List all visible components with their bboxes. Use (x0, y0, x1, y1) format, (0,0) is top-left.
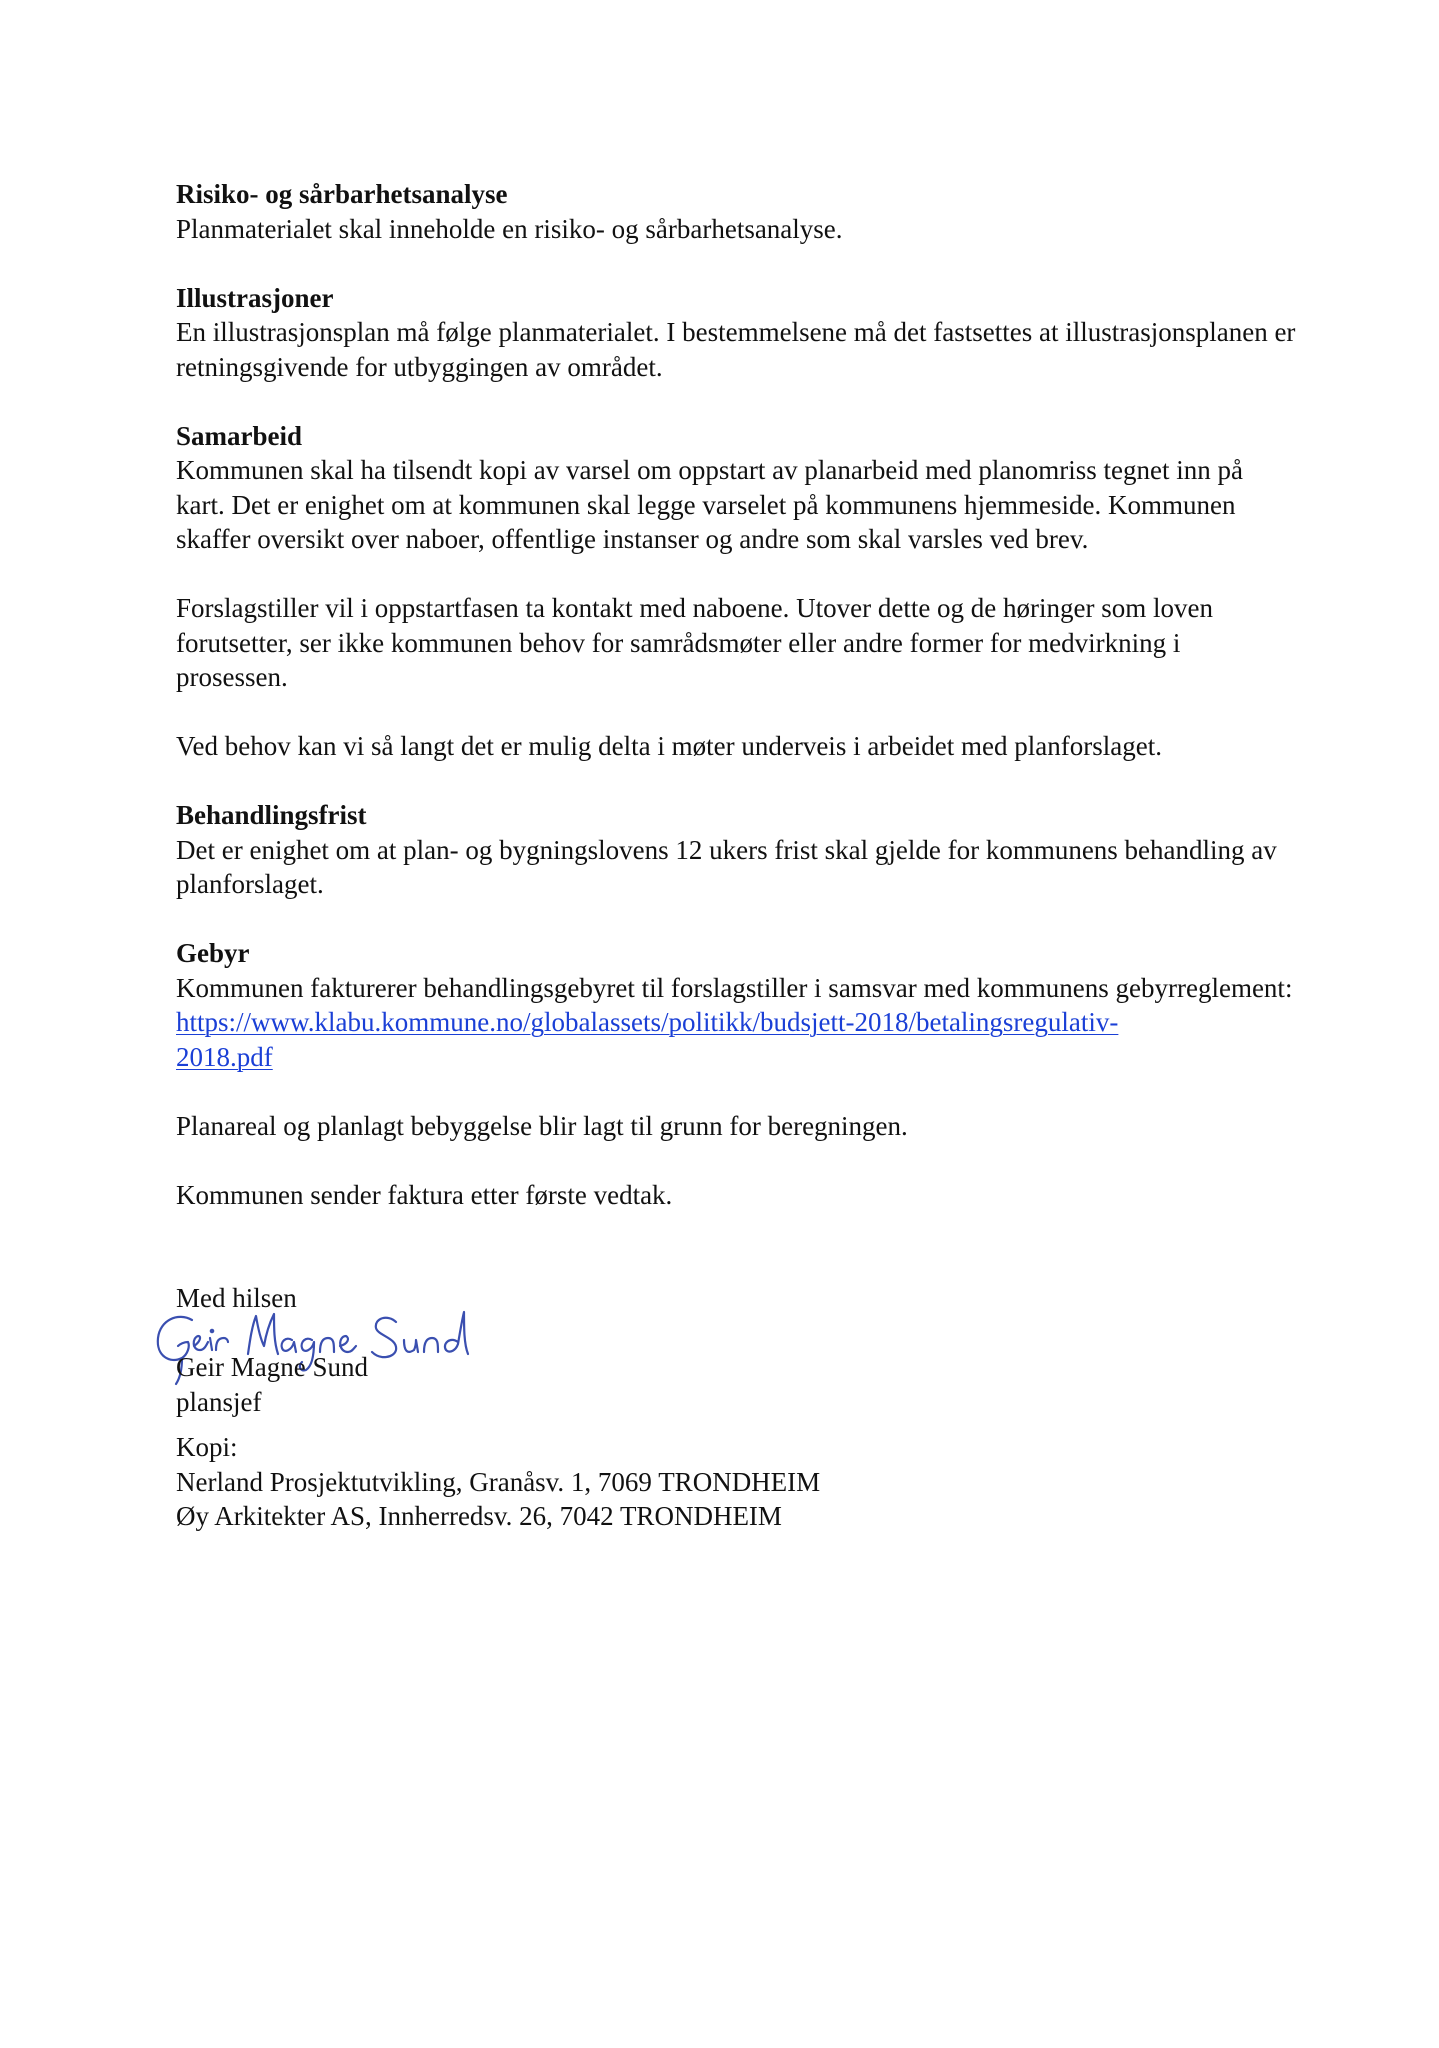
link-line-1[interactable]: https://www.klabu.kommune.no/globalassets/politikk/budsjett-2018/betalingsregulativ- (176, 1007, 1119, 1037)
section-text: Planmaterialet skal inneholde en risiko- og sårbarhetsanalyse. (176, 213, 843, 244)
section-ros (176, 177, 1296, 246)
copy-block (176, 1430, 1296, 1534)
copy-recipient: Øy Arkitekter AS, Innherredsv. 26, 7042 TRONDHEIM (176, 1501, 782, 1531)
section-text: Kommunen skal ha tilsendt kopi av varsel om oppstart av planarbeid med planomriss tegnet inn på kart. Det er enighet om at kommunen skal legge varselet på kommunens hjemmeside. Kommunen skaffer oversikt over naboer, offentlige instanser og andre som skal varsles ved brev. (176, 455, 1244, 554)
gebyr-paragraph-2: Planareal og planlagt bebyggelse blir lagt til grunn for beregningen. (176, 1110, 908, 1141)
copy-label: Kopi: (176, 1432, 238, 1462)
section-heading: Behandlingsfrist (176, 800, 367, 830)
section-text: En illustrasjonsplan må følge planmaterialet. I bestemmelsene må det fastsettes at illustrasjonsplanen er retningsgivende for utbyggingen av området. (176, 317, 1296, 382)
section-heading: Gebyr (176, 938, 250, 968)
section-heading: Illustrasjoner (176, 282, 334, 313)
section-text: Kommunen fakturerer behandlingsgebyret til forslagstiller i samsvar med kommunens gebyrreglement: (176, 972, 1293, 1003)
samarbeid-paragraph-2: Forslagstiller vil i oppstartfasen ta kontakt med naboene. Utover dette og de høringer som loven forutsetter, ser ikke kommunen behov for samrådsmøter eller andre former for medvirkning i prosessen. (176, 593, 1213, 692)
betalingsregulativ-link[interactable] (176, 1007, 1118, 1072)
signer-name: Geir Magne Sund (176, 1352, 368, 1382)
samarbeid-paragraph-3: Ved behov kan vi så langt det er mulig delta i møter underveis i arbeidet med planforslaget. (176, 731, 1162, 761)
section-samarbeid (176, 419, 1296, 557)
link-line-2[interactable]: 2018.pdf (176, 1041, 273, 1072)
section-behandlingsfrist (176, 798, 1296, 902)
copy-recipient: Nerland Prosjektutvikling, Granåsv. 1, 7069 TRONDHEIM (176, 1466, 821, 1497)
section-heading: Risiko- og sårbarhetsanalyse (176, 179, 508, 209)
section-gebyr (176, 936, 1296, 1074)
signer-title: plansjef (176, 1386, 262, 1417)
signature-area (176, 1316, 1296, 1385)
closing-block (176, 1281, 1296, 1419)
gebyr-paragraph-3: Kommunen sender faktura etter første vedtak. (176, 1179, 673, 1210)
section-heading: Samarbeid (176, 420, 303, 451)
greeting: Med hilsen (176, 1283, 297, 1313)
section-illustrasjoner (176, 281, 1296, 385)
letter-body (176, 177, 1296, 1534)
section-text: Det er enighet om at plan- og bygningslovens 12 ukers frist skal gjelde for kommunens behandling av planforslaget. (176, 834, 1277, 899)
